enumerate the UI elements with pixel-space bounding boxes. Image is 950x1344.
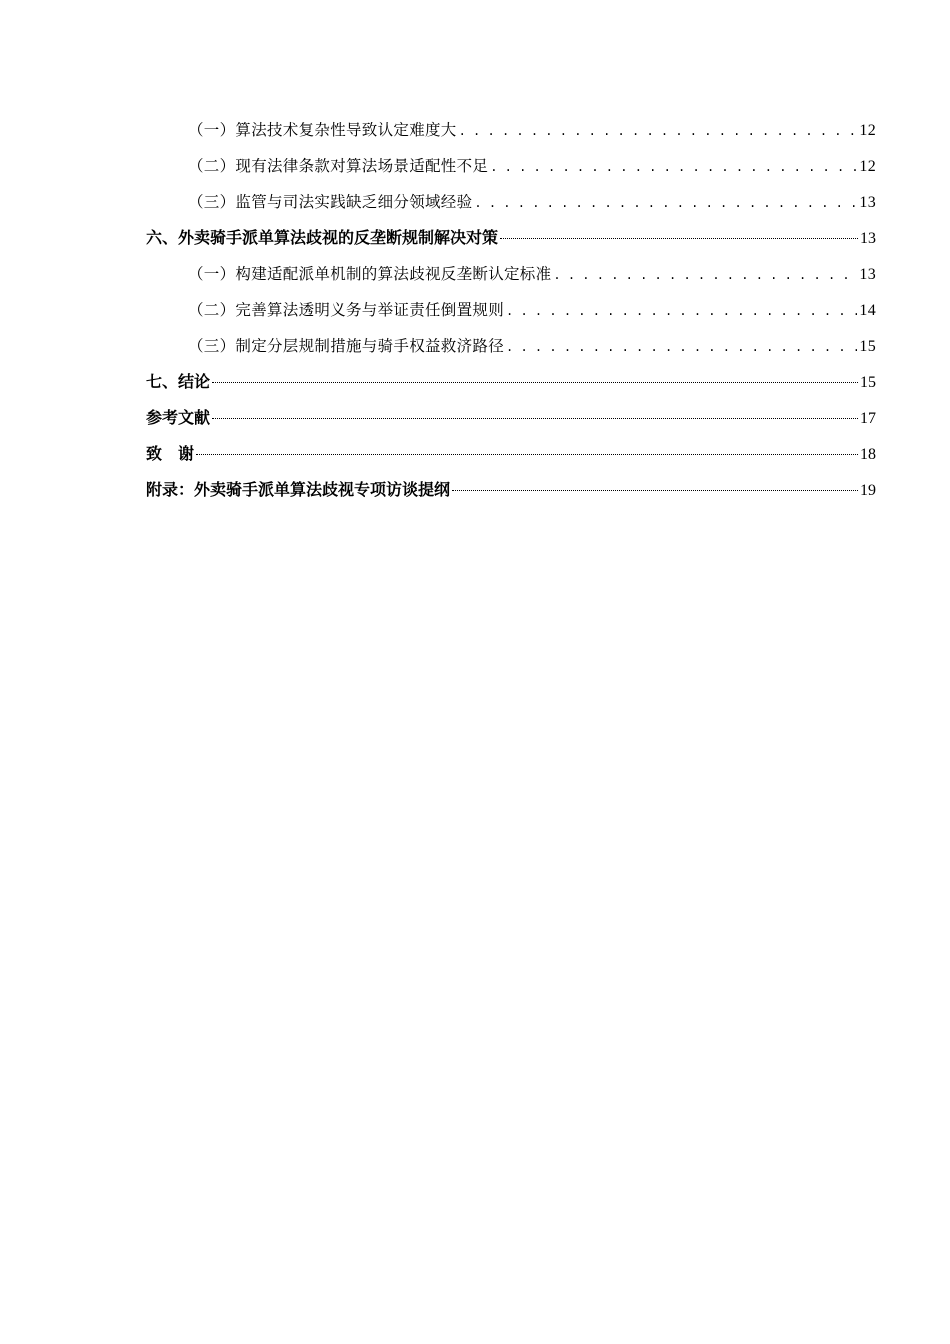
toc-dot-leader [212, 382, 858, 383]
toc-entry-title: 致 谢 [146, 444, 195, 463]
toc-entry-title: （一）算法技术复杂性导致认定难度大 [188, 121, 457, 139]
toc-entry-references[interactable] [146, 400, 876, 436]
toc-page-number: 12 [859, 122, 876, 139]
toc-entry-title: （三）制定分层规制措施与骑手权益救济路径 [188, 337, 505, 355]
toc-dot-leader [196, 454, 858, 455]
toc-entry-title: （二）现有法律条款对算法场景适配性不足 [188, 157, 489, 175]
toc-dot-leader [459, 112, 858, 149]
toc-dot-leader [506, 292, 857, 329]
toc-page-number: 13 [859, 194, 876, 211]
toc-entry-6-2[interactable] [146, 292, 876, 328]
toc-entry-title: （一）构建适配派单机制的算法歧视反垄断认定标准 [188, 265, 552, 283]
toc-page-number: 14 [859, 302, 876, 319]
toc-dot-leader [212, 418, 858, 419]
toc-entry-title: 六、外卖骑手派单算法歧视的反垄断规制解决对策 [146, 228, 499, 247]
toc-page-number: 18 [860, 446, 876, 463]
toc-entry-5-1[interactable] [146, 112, 876, 148]
toc-entry-appendix[interactable] [146, 472, 876, 508]
toc-entry-chapter-7[interactable] [146, 364, 876, 400]
table-of-contents [146, 112, 876, 508]
toc-page-number: 19 [860, 482, 876, 499]
toc-page-number: 17 [860, 410, 876, 427]
toc-entry-title: 参考文献 [146, 408, 211, 427]
toc-dot-leader [500, 238, 858, 239]
toc-dot-leader [490, 148, 857, 185]
toc-page-number: 13 [860, 230, 876, 247]
toc-entry-5-2[interactable] [146, 148, 876, 184]
toc-page-number: 13 [859, 266, 876, 283]
toc-entry-acknowledgements[interactable] [146, 436, 876, 472]
toc-page-number: 15 [859, 338, 876, 355]
toc-entry-chapter-6[interactable] [146, 220, 876, 256]
toc-entry-5-3[interactable] [146, 184, 876, 220]
toc-entry-title: （三）监管与司法实践缺乏细分领域经验 [188, 193, 473, 211]
toc-dot-leader [553, 256, 857, 293]
toc-dot-leader [452, 490, 858, 491]
toc-page-number: 15 [860, 374, 876, 391]
toc-page-number: 12 [859, 158, 876, 175]
toc-dot-leader [474, 184, 857, 221]
toc-entry-6-1[interactable] [146, 256, 876, 292]
toc-entry-title: 附录：外卖骑手派单算法歧视专项访谈提纲 [146, 480, 451, 499]
toc-entry-title: 七、结论 [146, 372, 211, 391]
toc-entry-title: （二）完善算法透明义务与举证责任倒置规则 [188, 301, 505, 319]
toc-dot-leader [506, 328, 857, 365]
toc-entry-6-3[interactable] [146, 328, 876, 364]
